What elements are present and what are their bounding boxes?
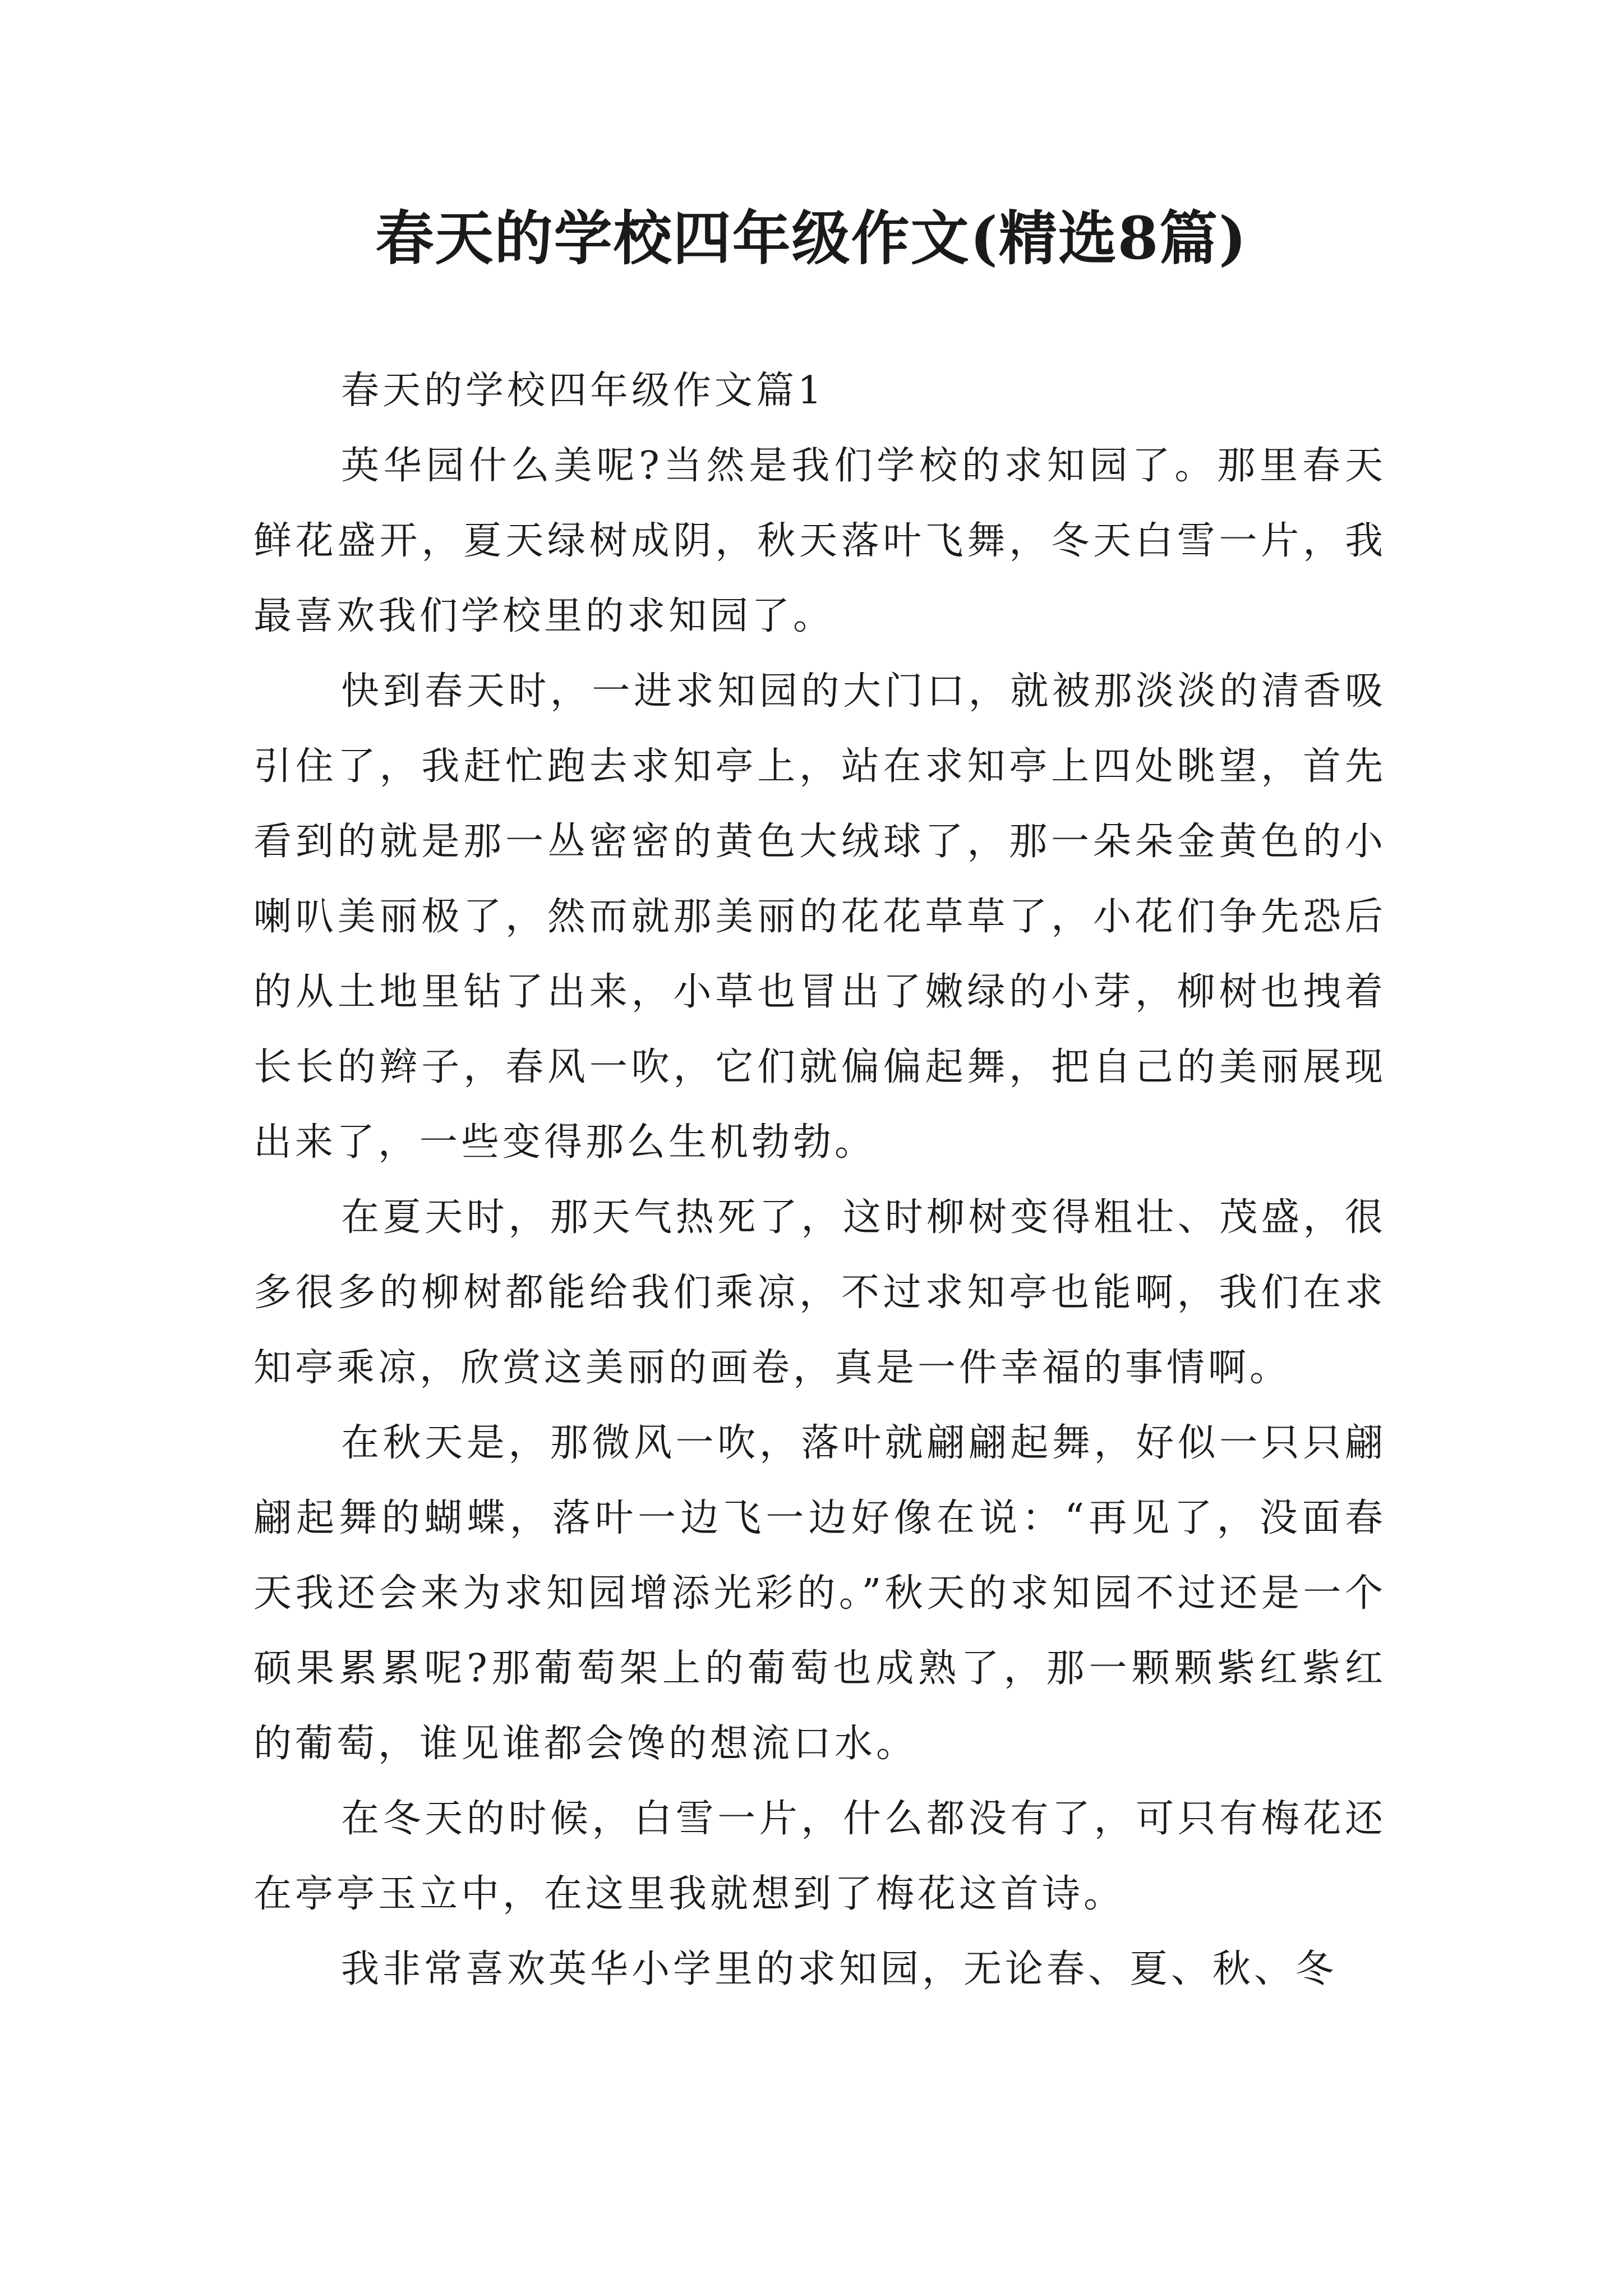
paragraph-conclusion: 我非常喜欢英华小学里的求知园，无论春、夏、秋、冬 bbox=[341, 1947, 1338, 1991]
paragraph-winter: 在冬天的时候，白雪一片，什么都没有了，可只有梅花还在亭亭玉立中，在这里我就想到了梅花这首诗。 bbox=[253, 1797, 1386, 1916]
paragraph-autumn: 在秋天是，那微风一吹，落叶就翩翩起舞，好似一只只翩翩起舞的蝴蝶，落叶一边飞一边好像在说：“再见了，没面春天我还会来为求知园增添光彩的。”秋天的求知园不过还是一个硕果累累呢?那葡萄架上的葡萄也成熟了，那一颗颗紫红紫红的葡萄，谁见谁都会馋的想流口水。 bbox=[253, 1421, 1386, 1766]
document-title: 春天的学校四年级作文(精选8篇) bbox=[375, 204, 1248, 273]
document-body bbox=[253, 353, 1386, 2007]
paragraph-spring: 快到春天时，一进求知园的大门口，就被那淡淡的清香吸引住了，我赶忙跑去求知亭上，站在求知亭上四处眺望，首先看到的就是那一丛密密的黄色大绒球了，那一朵朵金黄色的小喇叭美丽极了，然而就那美丽的花花草草了，小花们争先恐后的从土地里钻了出来，小草也冒出了嫩绿的小芽，柳树也拽着长长的辫子，春风一吹，它们就偏偏起舞，把自己的美丽展现出来了，一些变得那么生机勃勃。 bbox=[253, 669, 1386, 1165]
paragraph-intro: 英华园什么美呢?当然是我们学校的求知园了。那里春天鲜花盛开，夏天绿树成阴，秋天落叶飞舞，冬天白雪一片，我最喜欢我们学校里的求知园了。 bbox=[253, 444, 1386, 638]
section-heading: 春天的学校四年级作文篇1 bbox=[341, 369, 826, 413]
paragraph-summer: 在夏天时，那天气热死了，这时柳树变得粗壮、茂盛，很多很多的柳树都能给我们乘凉，不过求知亭也能啊，我们在求知亭乘凉，欣赏这美丽的画卷，真是一件幸福的事情啊。 bbox=[253, 1195, 1386, 1390]
